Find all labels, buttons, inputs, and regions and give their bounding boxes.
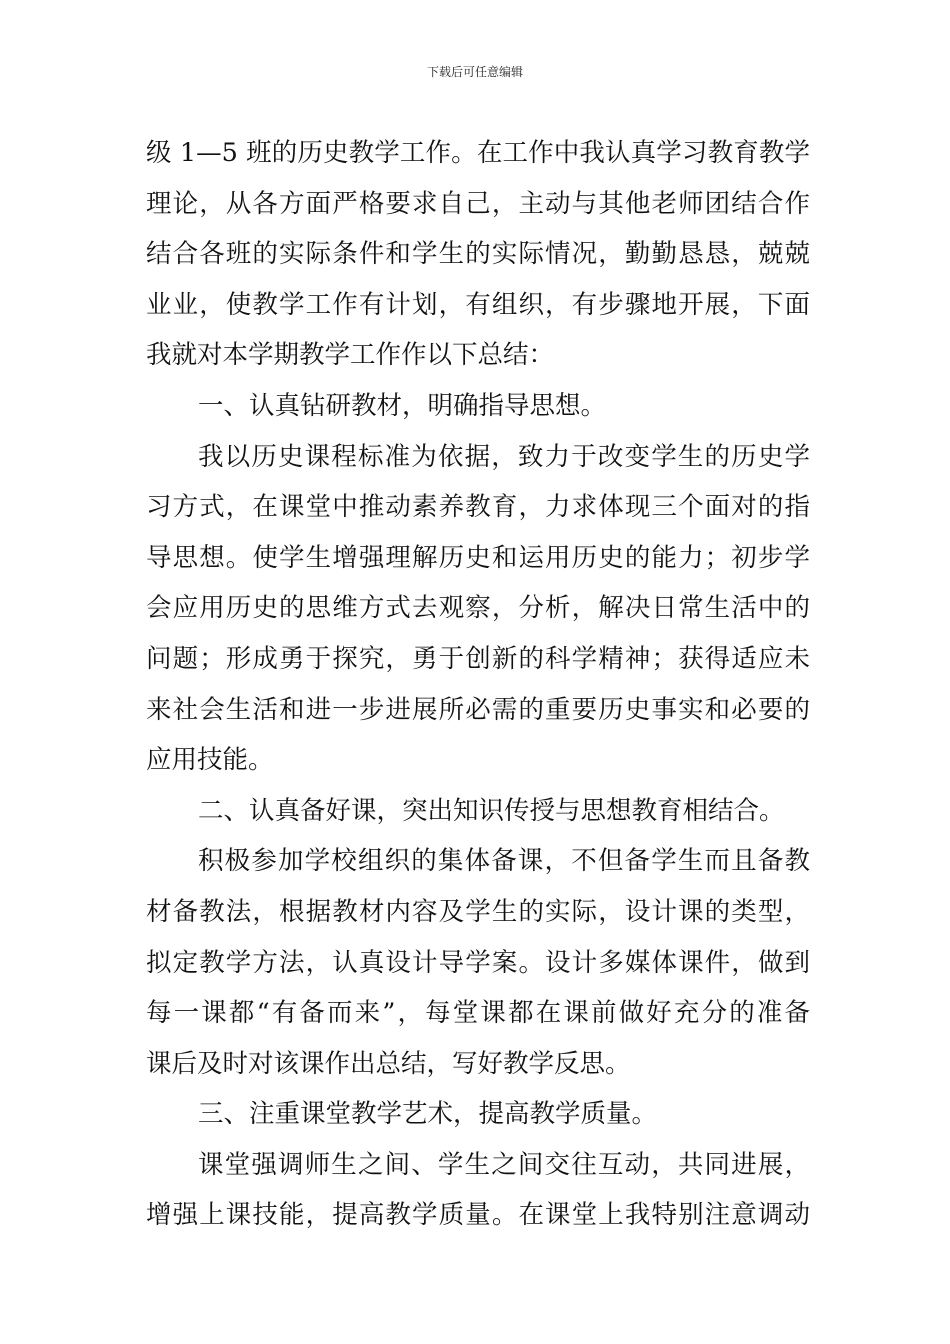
page-header: 下载后可任意编辑 <box>426 65 523 79</box>
body-text <box>146 128 810 1241</box>
body-line: 课堂强调师生之间、学生之间交往互动，共同进展， <box>198 1149 810 1180</box>
body-line: 习方式，在课堂中推动素养教育，力求体现三个面对的指 <box>146 492 810 523</box>
body-line: 来社会生活和进一步进展所必需的重要历史事实和必要的 <box>146 694 810 725</box>
section-heading-2: 二、认真备好课，突出知识传授与思想教育相结合。 <box>198 795 785 826</box>
body-line: 积极参加学校组织的集体备课，不但备学生而且备教 <box>198 846 810 877</box>
body-line: 级 1—5 班的历史教学工作。在工作中我认真学习教育教学 <box>146 138 810 168</box>
body-line: 增强上课技能，提高教学质量。在课堂上我特别注意调动 <box>146 1200 810 1231</box>
body-line: 问题；形成勇于探究，勇于创新的科学精神；获得适应未 <box>146 643 810 674</box>
body-line: 我以历史课程标准为依据，致力于改变学生的历史学 <box>198 441 810 472</box>
body-line: 我就对本学期教学工作作以下总结： <box>146 340 555 371</box>
body-line: 课后及时对该课作出总结，写好教学反思。 <box>146 1048 631 1079</box>
body-line: 材备教法，根据教材内容及学生的实际，设计课的类型， <box>146 896 810 927</box>
body-line: 拟定教学方法，认真设计导学案。设计多媒体课件，做到 <box>146 947 810 978</box>
body-line: 理论，从各方面严格要求自己，主动与其他老师团结合作 <box>146 188 810 219</box>
section-heading-1: 一、认真钻研教材，明确指导思想。 <box>198 390 607 421</box>
body-line: 应用技能。 <box>146 745 274 776</box>
body-line: 会应用历史的思维方式去观察，分析，解决日常生活中的 <box>146 593 810 624</box>
body-line: 结合各班的实际条件和学生的实际情况，勤勤恳恳，兢兢 <box>146 239 810 270</box>
body-line: 业业，使教学工作有计划，有组织，有步骤地开展，下面 <box>146 289 810 320</box>
section-heading-3: 三、注重课堂教学艺术，提高教学质量。 <box>198 1099 658 1130</box>
body-line: 每一课都“有备而来”，每堂课都在课前做好充分的准备 <box>146 998 810 1029</box>
body-line: 导思想。使学生增强理解历史和运用历史的能力；初步学 <box>146 542 810 573</box>
